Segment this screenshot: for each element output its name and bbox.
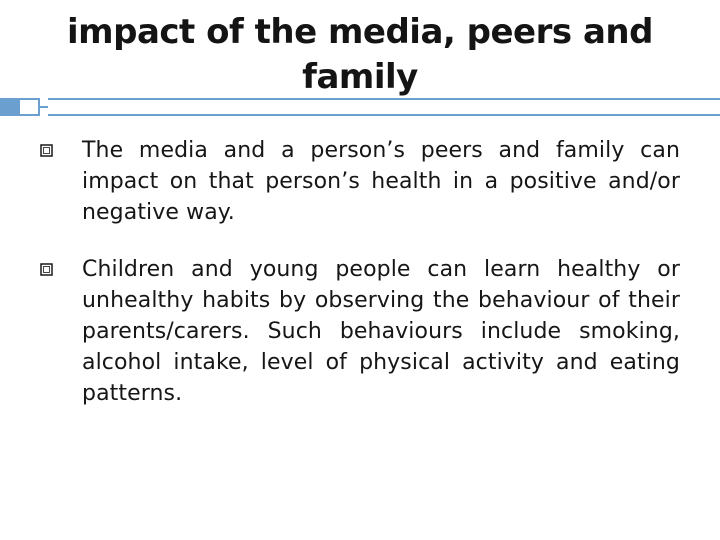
bullet-text: Children and young people can learn healthy or unhealthy habits by observing the behaviour of their parents/carers. Such behaviours include smoking, alcohol intake, level of physical activity and eating patterns. [82, 257, 680, 406]
title-divider-right-box [48, 98, 720, 116]
bullet-item [40, 135, 680, 228]
bullet-item [40, 254, 680, 409]
bullet-text: The media and a person’s peers and family can impact on that person’s health in a positive and/or negative way. [82, 138, 680, 225]
slide-title: impact of the media, peers and family [67, 12, 653, 97]
title-divider-left-fill [0, 98, 20, 116]
bullet-list [40, 135, 680, 435]
square-bullet-icon [40, 142, 53, 155]
square-bullet-icon [40, 261, 53, 274]
